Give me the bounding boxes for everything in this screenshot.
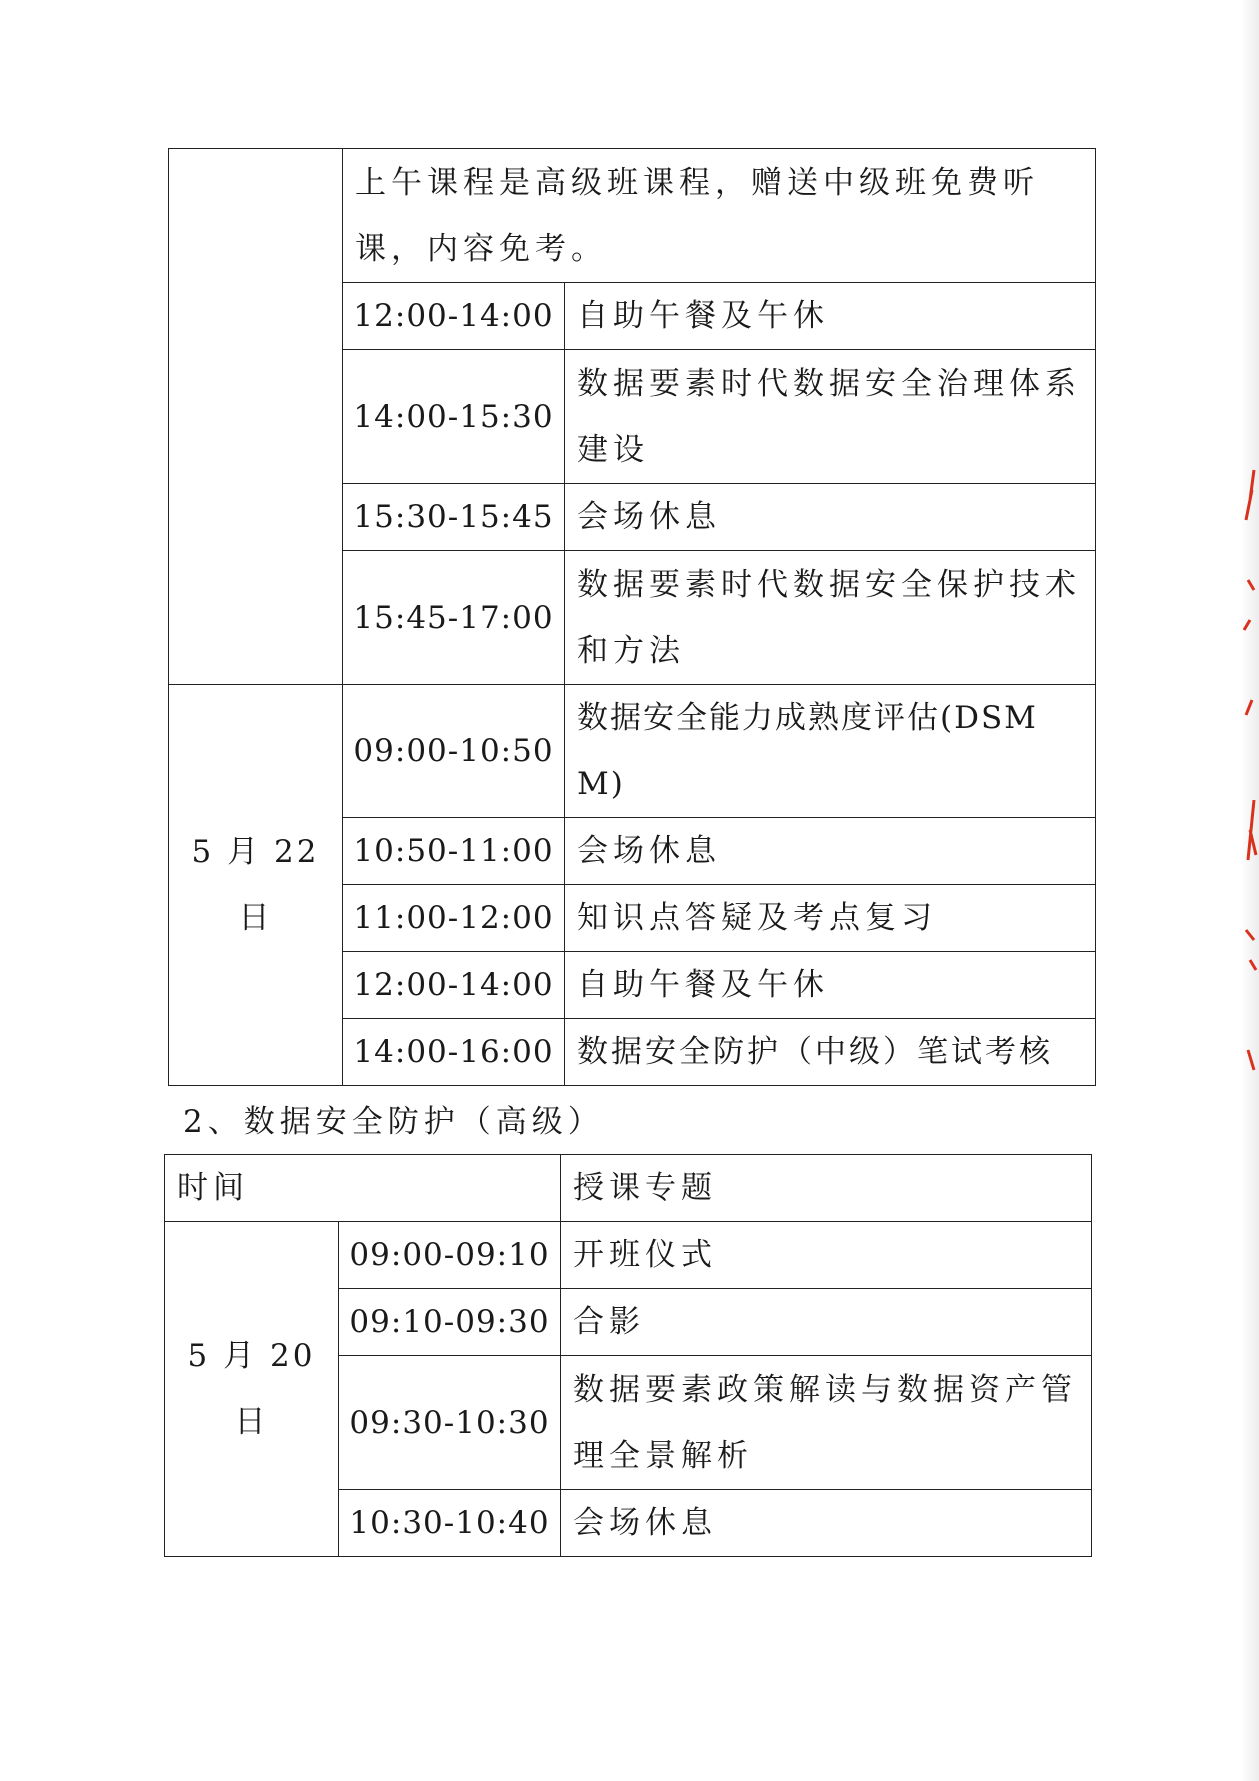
time-cell: 09:00-10:50 <box>343 685 565 818</box>
topic-cell: 会场休息 <box>565 818 1096 885</box>
date-cell-continued <box>169 149 343 685</box>
date-cell: 5 月 22 日 <box>169 685 343 1086</box>
time-cell: 15:30-15:45 <box>343 484 565 551</box>
topic-cell: 数据安全能力成熟度评估(DSMM) <box>565 685 1096 818</box>
topic-cell: 知识点答疑及考点复习 <box>565 885 1096 952</box>
topic-cell: 会场休息 <box>565 484 1096 551</box>
schedule-table-intermediate <box>168 148 1096 1086</box>
time-cell: 14:00-15:30 <box>343 350 565 484</box>
topic-cell: 自助午餐及午休 <box>565 283 1096 350</box>
schedule-table-advanced <box>164 1154 1092 1557</box>
header-time: 时间 <box>165 1155 561 1222</box>
date-cell: 5 月 20 日 <box>165 1222 339 1557</box>
topic-cell: 数据安全防护（中级）笔试考核 <box>565 1019 1096 1086</box>
time-cell: 09:00-09:10 <box>339 1222 561 1289</box>
topic-cell: 数据要素时代数据安全治理体系建设 <box>565 350 1096 484</box>
section-heading-advanced: 2、数据安全防护（高级） <box>183 1104 604 1140</box>
time-cell: 15:45-17:00 <box>343 551 565 685</box>
intro-note: 上午课程是高级班课程，赠送中级班免费听课，内容免考。 <box>343 149 1096 283</box>
topic-cell: 数据要素时代数据安全保护技术和方法 <box>565 551 1096 685</box>
time-cell: 11:00-12:00 <box>343 885 565 952</box>
time-cell: 09:30-10:30 <box>339 1356 561 1490</box>
topic-cell: 会场休息 <box>561 1490 1092 1557</box>
topic-cell: 数据要素政策解读与数据资产管理全景解析 <box>561 1356 1092 1490</box>
time-cell: 12:00-14:00 <box>343 283 565 350</box>
topic-cell: 开班仪式 <box>561 1222 1092 1289</box>
time-cell: 09:10-09:30 <box>339 1289 561 1356</box>
topic-cell: 合影 <box>561 1289 1092 1356</box>
time-cell: 10:30-10:40 <box>339 1490 561 1557</box>
time-cell: 14:00-16:00 <box>343 1019 565 1086</box>
time-cell: 10:50-11:00 <box>343 818 565 885</box>
time-cell: 12:00-14:00 <box>343 952 565 1019</box>
header-topic: 授课专题 <box>561 1155 1092 1222</box>
topic-cell: 自助午餐及午休 <box>565 952 1096 1019</box>
seal-stamp-edge <box>1238 460 1258 1100</box>
